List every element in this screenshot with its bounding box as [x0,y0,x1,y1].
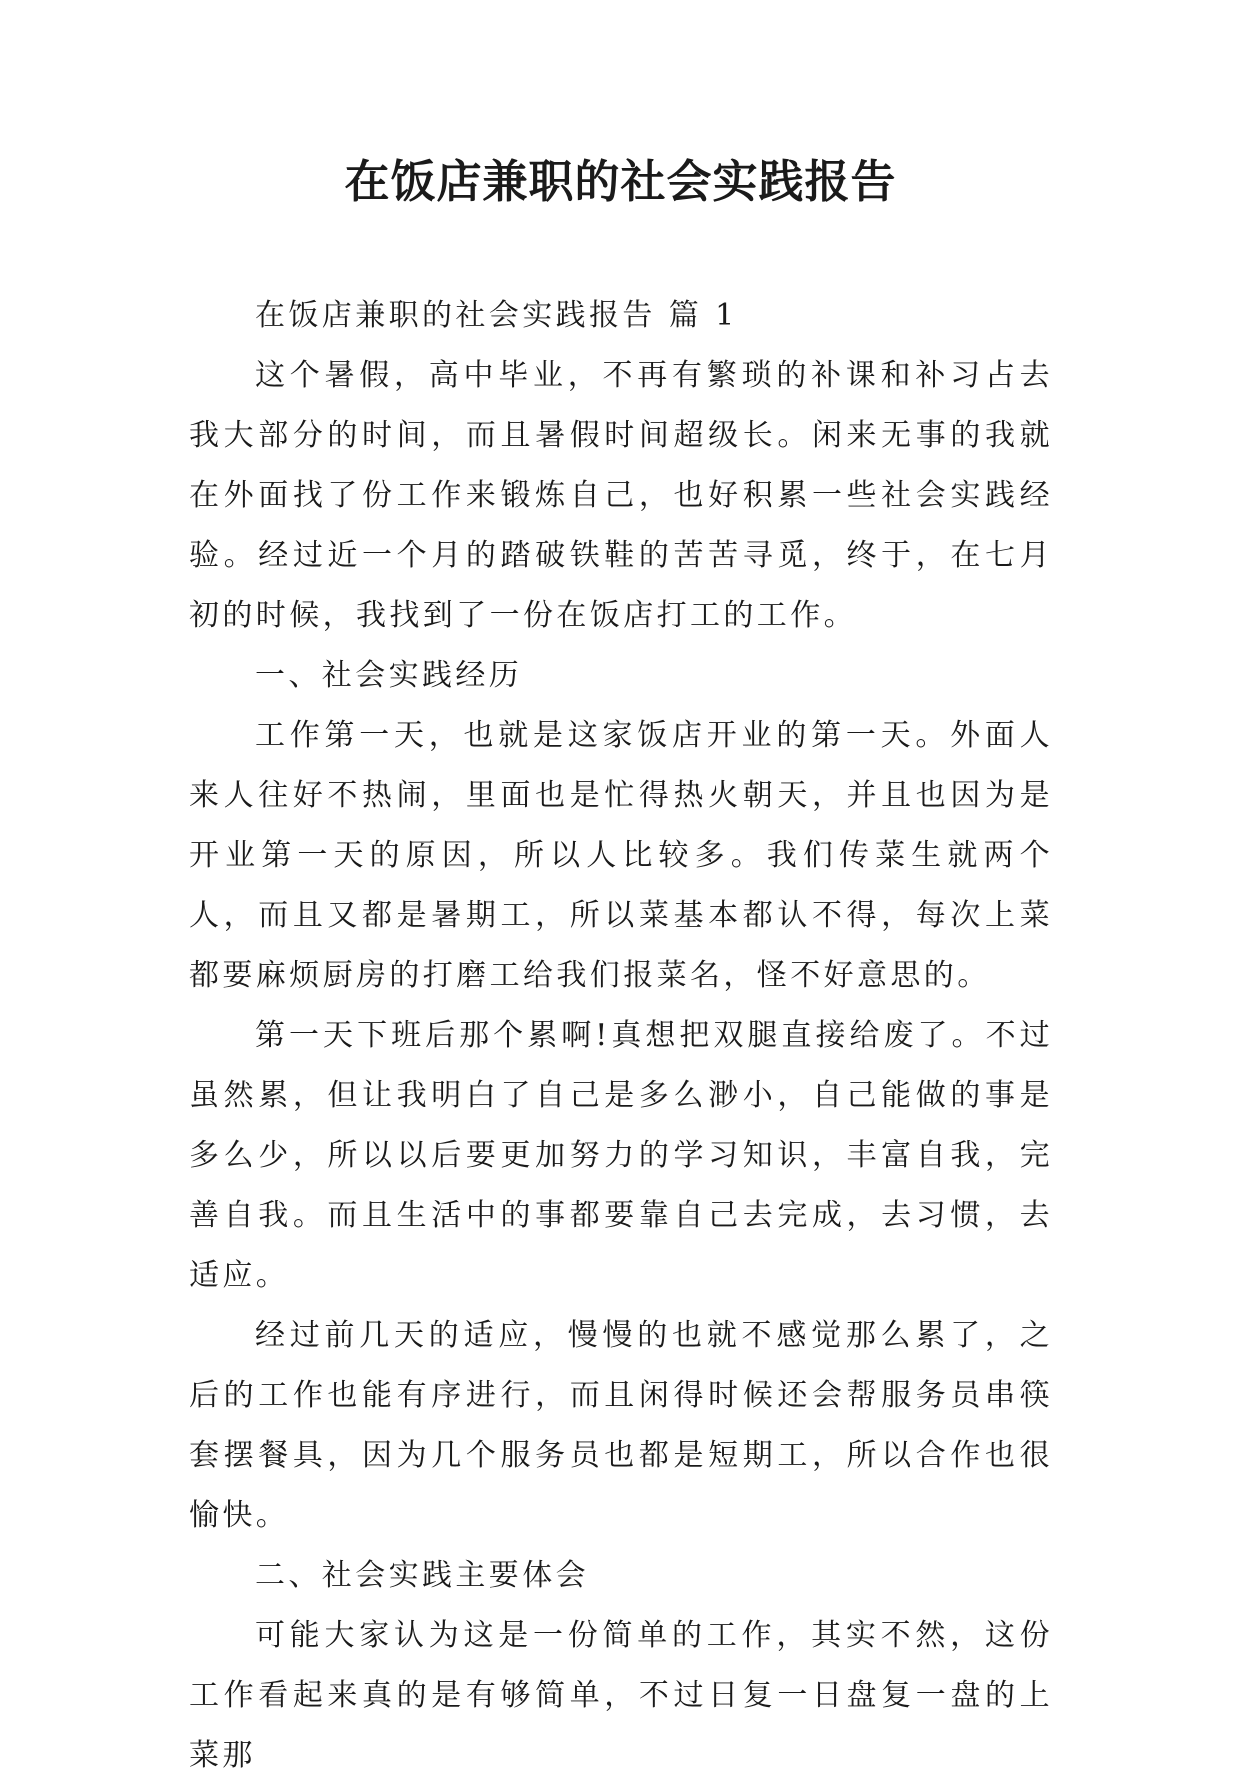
body-paragraph: 可能大家认为这是一份简单的工作，其实不然，这份工作看起来真的是有够简单，不过日复一日盘复一盘的上菜那 [189,1618,1053,1773]
section-heading: 二、社会实践主要体会 [255,1558,589,1593]
section-heading: 一、社会实践经历 [255,658,523,693]
document-title: 在饭店兼职的社会实践报告 [344,155,897,208]
body-paragraph: 经过前几天的适应，慢慢的也就不感觉那么累了，之后的工作也能有序进行，而且闲得时候还会帮服务员串筷套摆餐具，因为几个服务员也都是短期工，所以合作也很愉快。 [189,1318,1053,1533]
document-body [189,286,1053,1786]
body-paragraph: 第一天下班后那个累啊!真想把双腿直接给废了。不过虽然累，但让我明白了自己是多么渺小，自己能做的事是多么少，所以以后要更加努力的学习知识，丰富自我，完善自我。而且生活中的事都要靠自己去完成，去习惯，去适应。 [189,1018,1053,1293]
body-paragraph: 这个暑假，高中毕业，不再有繁琐的补课和补习占去我大部分的时间，而且暑假时间超级长。闲来无事的我就在外面找了份工作来锻炼自己，也好积累一些社会实践经验。经过近一个月的踏破铁鞋的苦苦寻觅，终于，在七月初的时候，我找到了一份在饭店打工的工作。 [189,358,1053,633]
section-subtitle: 在饭店兼职的社会实践报告 篇 1 [255,298,738,333]
body-paragraph: 工作第一天，也就是这家饭店开业的第一天。外面人来人往好不热闹，里面也是忙得热火朝天，并且也因为是开业第一天的原因，所以人比较多。我们传菜生就两个人，而且又都是暑期工，所以菜基本都认不得，每次上菜都要麻烦厨房的打磨工给我们报菜名，怪不好意思的。 [189,718,1053,993]
